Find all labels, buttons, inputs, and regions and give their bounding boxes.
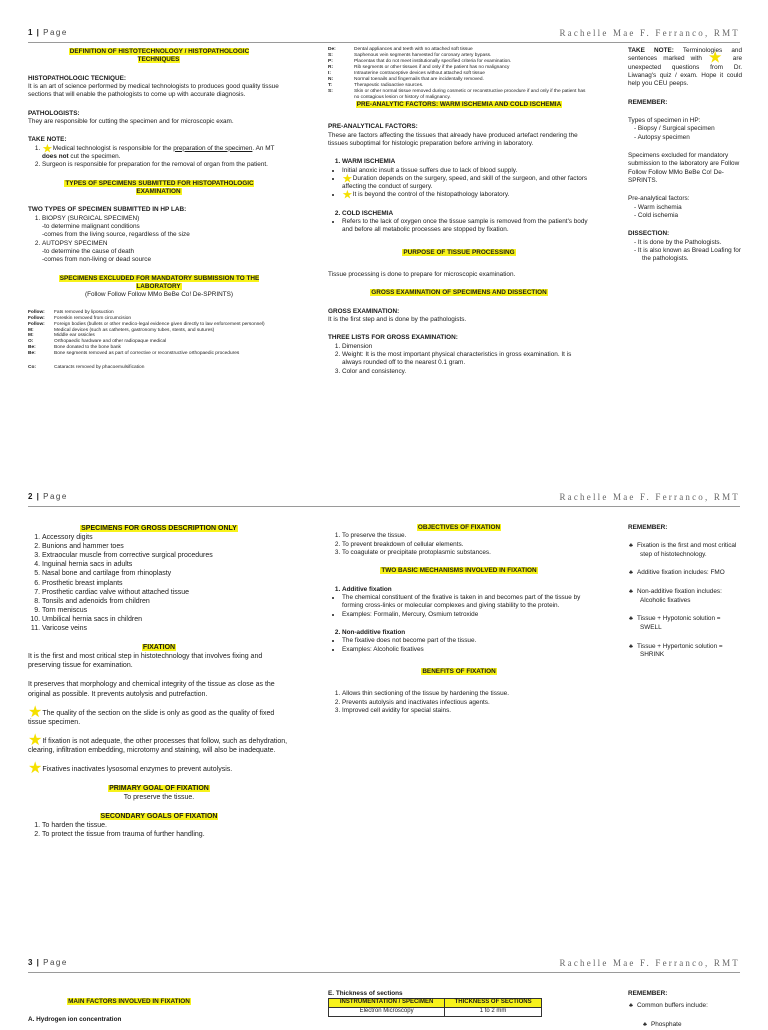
- list-item: - Biopsy / Surgical specimen: [642, 125, 742, 133]
- section-title: OBJECTIVES OF FIXATION: [417, 524, 501, 531]
- list-item: 2. Bunions and hammer toes: [42, 542, 290, 551]
- heading: A. Hydrogen ion concentration: [28, 1016, 122, 1024]
- list-item: Be: Bone donated to the bone bank: [28, 345, 121, 351]
- paragraph: Types of specimen in HP:: [628, 116, 701, 124]
- section-title: DEFINITION OF HISTOTECHNOLOGY / HISTOPATHOLOGIC TECHNIQUES: [69, 48, 250, 64]
- list-item: P: Placentas that do not meet institutionally specified criteria for examination.: [328, 58, 512, 64]
- thickness-table: [328, 998, 542, 1017]
- paragraph: Pre-analytical factors:: [628, 195, 690, 203]
- list-item: 2. Surgeon is responsible for preparation for the removal of organ from the patient.: [42, 161, 290, 169]
- list-item: 6. Prosthetic breast implants: [42, 579, 290, 588]
- heading: HISTOPATHOLOGIC TECNIQUE:: [28, 74, 126, 82]
- list-item: 5. Nasal bone and cartilage from rhinoplasty: [42, 569, 290, 578]
- paragraph: It is an art of science performed by medical technologists to produces good quality tissue sections that will enable the pathologists to come up with accurate diagnosis.: [28, 82, 279, 99]
- heading: E. Thickness of sections: [328, 990, 403, 997]
- list-item: 1. To harden the tissue.: [42, 821, 290, 830]
- section-title: PRE-ANALYTIC FACTORS: WARM ISCHEMIA AND COLD ISCHEMIA: [356, 100, 562, 108]
- list-item: Follow: Fats removed by liposuction: [28, 309, 114, 315]
- table-cell: 1 to 2 mm: [445, 1008, 542, 1017]
- list-item: De: Dental appliances and teeth with no attached soft tissue: [328, 47, 473, 52]
- list-item: • ★It is beyond the control of the histopathology laboratory.: [342, 191, 590, 199]
- list-item: ♣ Tissue + Hypertonic solution = SHRINK: [640, 643, 742, 660]
- author-name: Rachelle Mae F. Ferranco, RMT: [559, 958, 740, 968]
- section-title: SPECIMENS FOR GROSS DESCRIPTION ONLY: [81, 525, 237, 532]
- list-item: Co: Cataracts removed by phacoemulsification: [28, 365, 145, 371]
- table-row: [329, 1008, 542, 1017]
- list-item: 1. Allows thin sectioning of the tissue by hardening the tissue.: [342, 690, 590, 698]
- list-item: M: Medical devices (such as catheters, gastronomy tubes, stents, and sutures): [28, 327, 215, 333]
- list-item: 2. To protect the tissue from trauma of further handling.: [42, 830, 290, 839]
- list-item: S: Saphenous vein segments harvested for coronary artery bypass.: [328, 52, 492, 58]
- additive-heading: 1. Additive fixation: [328, 586, 590, 594]
- list-item: S: Skin or other normal tissue removed during cosmetic or reconstructive procedure if and only if the patient has no contagious lesion or history of malignancy.: [328, 88, 586, 100]
- list-item: 1. To preserve the tissue.: [342, 532, 590, 540]
- heading: REMEMBER:: [628, 98, 668, 106]
- page-number: 3 | Page: [28, 958, 68, 967]
- star-icon: ★: [42, 140, 53, 155]
- paragraph: They are responsible for cutting the specimen and for microscopic exam.: [28, 117, 234, 125]
- paragraph: To preserve the tissue.: [123, 794, 195, 802]
- heading: REMEMBER:: [628, 524, 668, 531]
- section-title: GROSS EXAMINATION OF SPECIMENS AND DISSECTION: [371, 289, 547, 297]
- list-item: 2. Weight: It is the most important physical characteristics in gross examination. It is always rounded off to the nearest 0.1 gram.: [342, 351, 590, 368]
- list-item: M: Middle ear ossicles: [28, 333, 95, 339]
- section-title: PURPOSE OF TISSUE PROCESSING: [403, 248, 515, 256]
- page-number: 2 | Page: [28, 492, 68, 501]
- list-item: - Cold ischemia: [642, 212, 742, 220]
- buffers-list: [628, 1002, 742, 1030]
- paragraph: ★Fixatives inactivates lysosomal enzymes to prevent autolysis.: [28, 760, 233, 778]
- paragraph: ★If fixation is not adequate, the other processes that follow, such as dehydration, clearing, infiltration embedding, microtomy and staining, will also be inadequate.: [28, 731, 288, 754]
- list-item: - It is also known as Bread Loafing for the pathologists.: [642, 247, 742, 264]
- section-title: BENEFITS OF FIXATION: [422, 667, 496, 675]
- section-title: MAIN FACTORS INVOLVED IN FIXATION: [68, 998, 190, 1005]
- heading: TWO TYPES OF SPECIMEN SUBMITTED IN HP LAB:: [28, 206, 187, 214]
- heading: GROSS EXAMINATION:: [328, 307, 400, 315]
- paragraph: ★The quality of the section on the slide is only as good as the quality of fixed tissue specimen.: [28, 703, 275, 726]
- paragraph: These are factors affecting the tissues that already have produced artefact rendering the tissues suboptimal for histologic preparation before arriving in laboratory.: [328, 131, 578, 147]
- list-item: • Examples: Alcoholic fixatives: [342, 646, 590, 654]
- list-item: ♣ Tissue + Hypotonic solution = SWELL: [640, 615, 742, 632]
- list-item: 11. Varicose veins: [42, 624, 290, 633]
- list-item: Follow: Foreign bodies (bullets or other medico-legal evidence given directly to law enforcement personnel): [28, 321, 265, 327]
- page-number: 1 | Page: [28, 28, 68, 37]
- list-item: 7. Prosthetic cardiac valve without attached tissue: [42, 588, 290, 597]
- heading: PRE-ANALYTICAL FACTORS:: [328, 123, 418, 131]
- list-item: • Examples: Formalin, Mercury, Osmium tetroxide: [342, 611, 590, 619]
- list-item: • ★Duration depends on the surgery, speed, and skill of the surgeon, and other factors affecting the conduct of surgery.: [342, 175, 590, 192]
- paragraph: It is the first and most critical step in histotechnology that involves fixing and preserving tissue for examination.: [28, 653, 263, 670]
- heading: DISSECTION:: [628, 230, 670, 238]
- list-item: T: Therapeutic radioactive sources.: [328, 82, 424, 88]
- list-item: • The chemical constituent of the fixative is taken in and becomes part of the tissue by forming cross-links or molecular complexes and giving stability to the protein.: [342, 594, 590, 611]
- table-header-row: [329, 999, 542, 1008]
- mnemonic: (Follow Follow Follow MMo BeBe Co! De-SPRINTS): [84, 291, 234, 299]
- list-item: ♣ Fixation is the first and most critical step of histotechnology.: [640, 542, 742, 559]
- star-icon: ★: [28, 731, 43, 749]
- list-item: Be: Bone segments removed as part of corrective or reconstructive orthopaedic procedures: [28, 351, 240, 357]
- list-item: - It is done by the Pathologists.: [642, 239, 742, 247]
- list-item: 2. Prevents autolysis and inactivates infectious agents.: [342, 699, 590, 707]
- list-item: 3. Color and consistency.: [342, 368, 590, 376]
- list-item: N: Normal toenails and fingernails that are incidentally removed.: [328, 76, 484, 82]
- heading: THREE LISTS FOR GROSS EXAMINATION:: [328, 334, 458, 342]
- list-item: • Initial anoxic insult a tissue suffers due to lack of blood supply.: [342, 167, 590, 175]
- list-item: 3. Extraocular muscle from corrective surgical procedures: [42, 551, 290, 560]
- list-item: O: Orthopaedic hardware and other radiopaque medical: [28, 339, 167, 345]
- list-item: 3. To coagulate or precipitate protoplasmic substances.: [342, 549, 590, 557]
- list-item: ♣ Non-additive fixation includes: Alcoholic fixatives: [640, 588, 742, 605]
- list-item: - Warm ischemia: [642, 204, 742, 212]
- section-title: TWO BASIC MECHANISMS INVOLVED IN FIXATION: [381, 567, 537, 575]
- list-item: 8. Tonsils and adenoids from children: [42, 597, 290, 606]
- page-header: [28, 958, 740, 973]
- list-item: 2. To prevent breakdown of cellular elements.: [342, 541, 590, 549]
- list-item: ♣ Additive fixation includes: FMO: [640, 569, 742, 578]
- section-title: TYPES OF SPECIMENS SUBMITTED FOR HISTOPATHOLOGIC EXAMINATION: [65, 179, 254, 195]
- star-icon: ★: [28, 703, 43, 721]
- list-item: 2. AUTOPSY SPECIMEN -to determine the cause of death -comes from non-living or dead source: [42, 240, 290, 265]
- list-item: 1. Dimension: [342, 343, 590, 351]
- star-icon: ★: [342, 187, 353, 202]
- list-item: 1. ★Medical technologist is responsible for the preparation of the specimen. An MT does not cut the specimen.: [42, 145, 290, 162]
- star-icon: ★: [28, 760, 43, 778]
- star-icon: ★: [708, 49, 727, 67]
- list-item: I: Intrauterine contraceptive devices without attached soft tissue: [328, 70, 485, 76]
- list-item: ♣ Phosphate: [654, 1021, 742, 1030]
- list-item: • Refers to the lack of oxygen once the tissue sample is removed from the patient's body and before all metabolic processes are stopped by fixation.: [342, 218, 590, 235]
- paragraph: It is the first step and is done by the pathologists.: [328, 316, 467, 324]
- heading: PATHOLOGISTS:: [28, 109, 80, 117]
- author-name: Rachelle Mae F. Ferranco, RMT: [559, 28, 740, 38]
- list-item: • The fixative does not become part of the tissue.: [342, 637, 590, 645]
- warm-ischemia-heading: 1. WARM ISCHEMIA: [328, 158, 590, 166]
- list-item: - Autopsy specimen: [642, 134, 742, 142]
- paragraph: It preserves that morphology and chemical integrity of the tissue as close as the original as possible. It prevents autolysis and putrefaction.: [28, 681, 275, 698]
- section-title: PRIMARY GOAL OF FIXATION: [109, 785, 209, 793]
- table-cell: Electron Microscopy: [329, 1008, 445, 1017]
- section-title: SECONDARY GOALS OF FIXATION: [100, 813, 218, 821]
- non-additive-heading: 2. Non-additive fixation: [328, 629, 590, 637]
- list-item: R: Rib segments or other tissues if and only if the patient has no malignancy: [328, 64, 510, 70]
- list-item: 3. Improved cell avidity for special stains.: [342, 707, 590, 715]
- heading: REMEMBER:: [628, 990, 668, 997]
- p3-column-1: [28, 998, 290, 1025]
- column-header: INSTRUMENTATION / SPECIMEN: [329, 999, 445, 1008]
- section-title: SPECIMENS EXCLUDED FOR MANDATORY SUBMISSION TO THE LABORATORY: [59, 274, 260, 290]
- column-header: THICKNESS OF SECTIONS: [445, 999, 542, 1008]
- p3-column-2: [328, 990, 590, 1017]
- list-item: 1. Accessory digits: [42, 533, 290, 542]
- heading: TAKE NOTE:: [28, 136, 67, 144]
- list-item: 1. BIOPSY (SURGICAL SPECIMEN) -to determine malignant conditions -comes from the living source, regardless of the size: [42, 215, 290, 240]
- list-item: 10. Umbilical hernia sacs in children: [42, 615, 290, 624]
- paragraph: Tissue processing is done to prepare for microscopic examination.: [328, 271, 516, 279]
- paragraph: Specimens excluded for mandatory submission to the laboratory are Follow Follow Follow MMo BeBe Co! De-SPRINTS.: [628, 151, 740, 184]
- list-item: 4. Inguinal hernia sacs in adults: [42, 560, 290, 569]
- list-item: 9. Torn meniscus: [42, 606, 290, 615]
- section-title: FIXATION: [142, 644, 176, 652]
- list-item: ♣ Common buffers include: ♣ Phosphate: [640, 1002, 742, 1030]
- take-note-paragraph: TAKE NOTE: Terminologies and sentences marked with ★ are unexpected questions from Dr. Liwanag's quiz / exam. Hope it could help you CEU peeps.: [628, 47, 743, 88]
- author-name: Rachelle Mae F. Ferranco, RMT: [559, 492, 740, 502]
- list-item: Follow: Foreskin removed from circumcision: [28, 315, 132, 321]
- cold-ischemia-heading: 2. COLD ISCHEMIA: [328, 210, 590, 218]
- star-icon: ★: [342, 171, 353, 186]
